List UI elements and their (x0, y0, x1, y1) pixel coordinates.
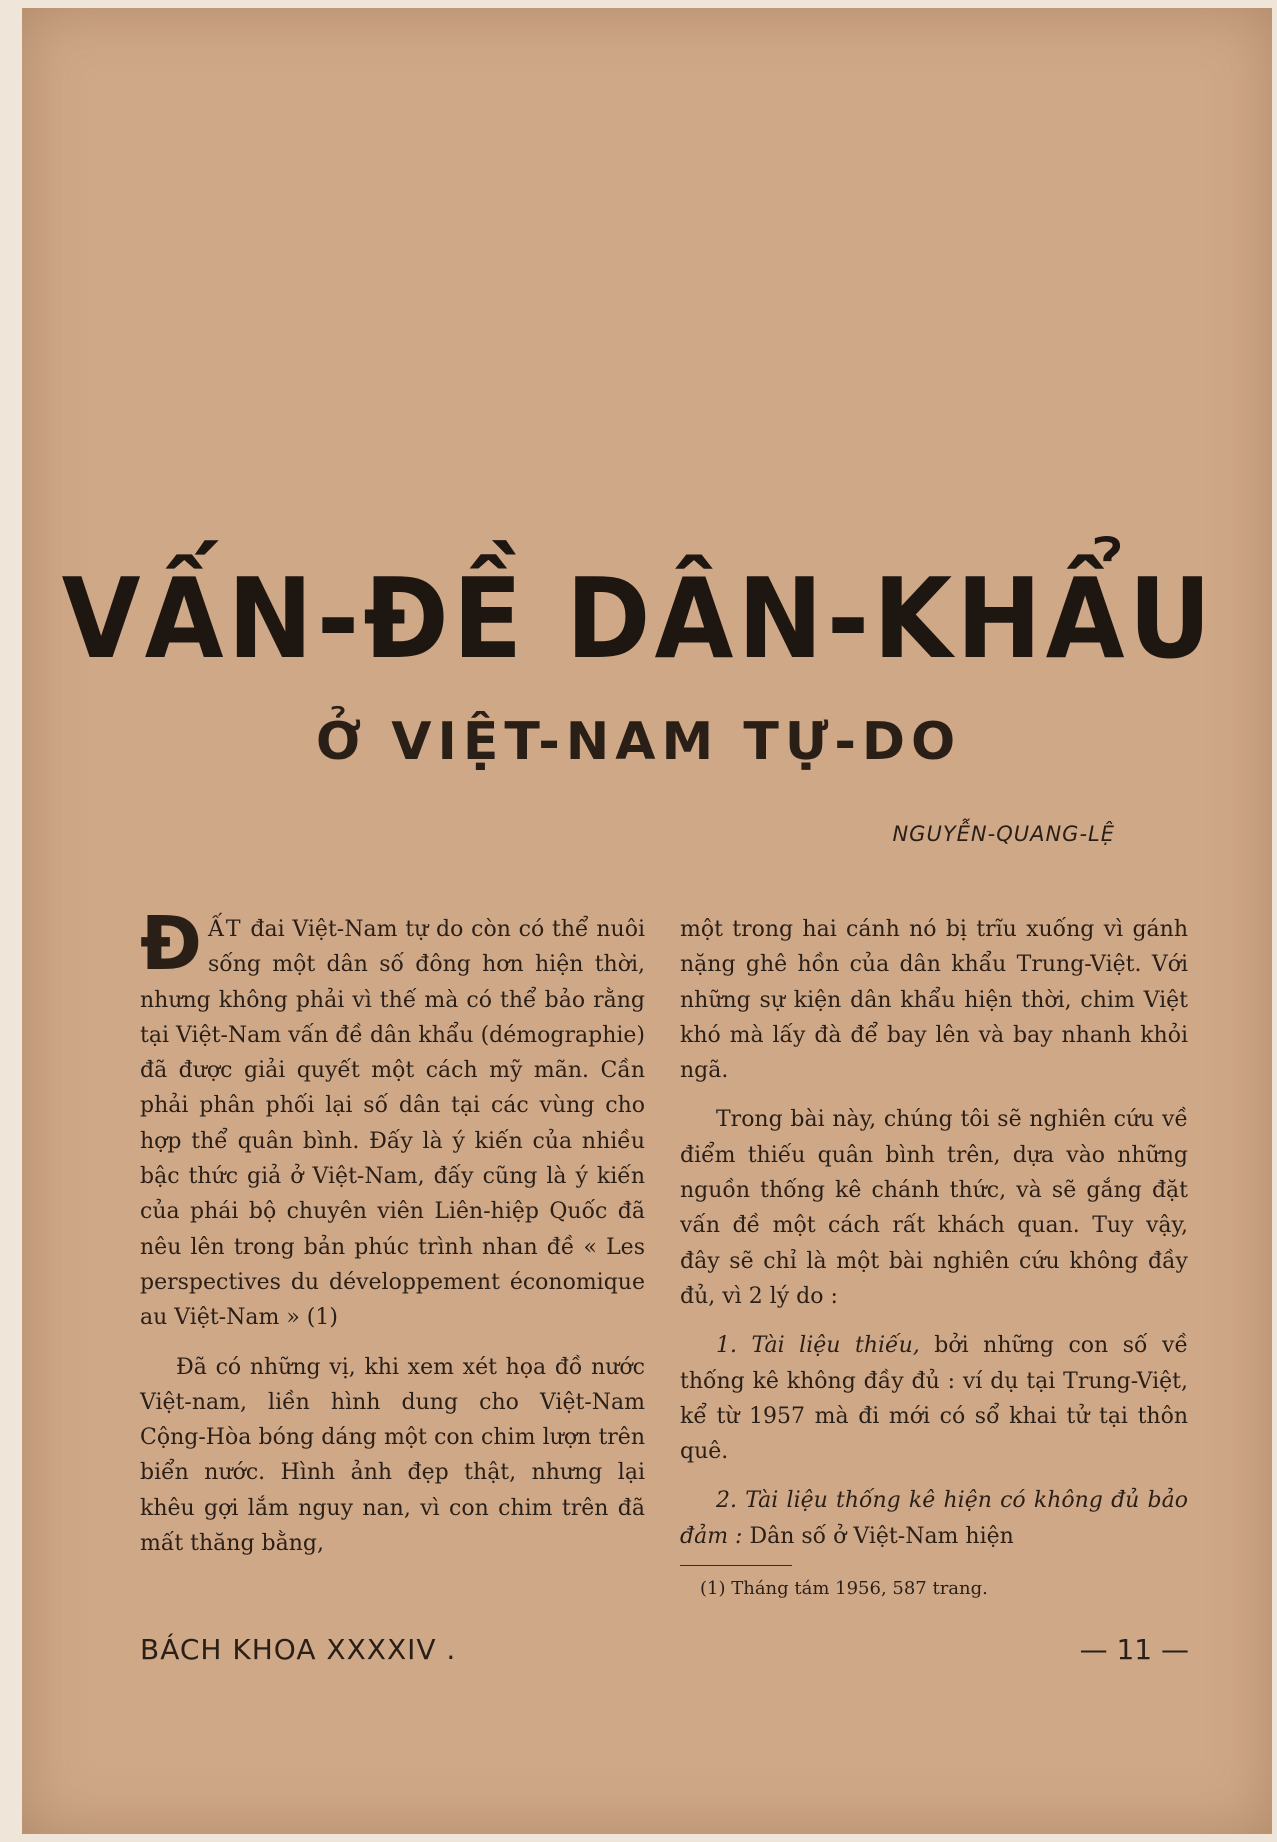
list-item-text: Dân số ở Việt-Nam hiện (742, 1523, 1014, 1549)
list-item (680, 1483, 1188, 1554)
lead-caps: ẤT (208, 917, 243, 942)
drop-cap: Đ (140, 901, 203, 987)
paragraph: Trong bài này, chúng tôi sẽ nghiên cứu về điểm thiếu quân bình trên, dựa vào những nguồn thống kê chánh thức, và sẽ gắng đặt vấn đề một cách rất khách quan. Tuy vậy, đây sẽ chỉ là một bài nghiên cứu không đầy đủ, vì 2 lý do : (680, 1107, 1188, 1309)
right-column (680, 912, 1188, 1568)
page-number: — 11 — (1079, 1633, 1189, 1666)
article-title: VẤN-ĐỀ DÂN-KHẨU (61, 555, 1216, 684)
magazine-name: BÁCH KHOA XXXXIV . (140, 1633, 457, 1666)
left-column (140, 901, 645, 1575)
article-subtitle: Ở VIỆT-NAM TỰ-DO (315, 712, 962, 772)
paragraph-text: đai Việt-Nam tự do còn có thể nuôi sống một dân số đông hơn hiện thời, nhưng không phải vì thế mà có thể bảo rằng tại Việt-Nam vấn đề dân khẩu (démographie) đã được giải quyết một cách mỹ mãn. Cần phải phân phối lại số dân tại các vùng cho hợp thể quân bình. Đấy là ý kiến của nhiều bậc thức giả ở Việt-Nam, đấy cũng là ý kiến của phái bộ chuyên viên Liên-hiệp Quốc đã nêu lên trong bản phúc trình nhan đề « Les perspectives du développement économique au Việt-Nam » (1) (140, 917, 645, 1331)
paragraph: một trong hai cánh nó bị trĩu xuống vì gánh nặng ghê hồn của dân khẩu Trung-Việt. Với những sự kiện dân khẩu hiện thời, chim Việt khó mà lấy đà để bay lên và bay nhanh khỏi ngã. (680, 917, 1188, 1084)
list-item-label: 1. Tài liệu thiếu, (716, 1333, 920, 1359)
footnote: (1) Tháng tám 1956, 587 trang. (700, 1578, 988, 1599)
paragraph: Đã có những vị, khi xem xét họa đồ nước Việt-nam, liền hình dung cho Việt-Nam Cộng-Hòa bóng dáng một con chim lượn trên biển nước. Hình ảnh đẹp thật, nhưng lại khêu gợi lắm nguy nan, vì con chim trên đã mất thăng bằng, (140, 1354, 645, 1557)
list-item (680, 1328, 1188, 1469)
list-item-text: bởi những con số về thống kê không đầy đủ : ví dụ tại Trung-Việt, kể từ 1957 mà đi mới có sổ khai tử tại thôn quê. (680, 1333, 1188, 1465)
author-name: NGUYỄN-QUANG-LỆ (892, 822, 1115, 846)
list-item-label: 2. Tài liệu thống kê hiện có không đủ bảo đảm : (680, 1488, 1188, 1549)
paragraph (140, 901, 645, 1336)
footnote-rule (680, 1565, 792, 1566)
